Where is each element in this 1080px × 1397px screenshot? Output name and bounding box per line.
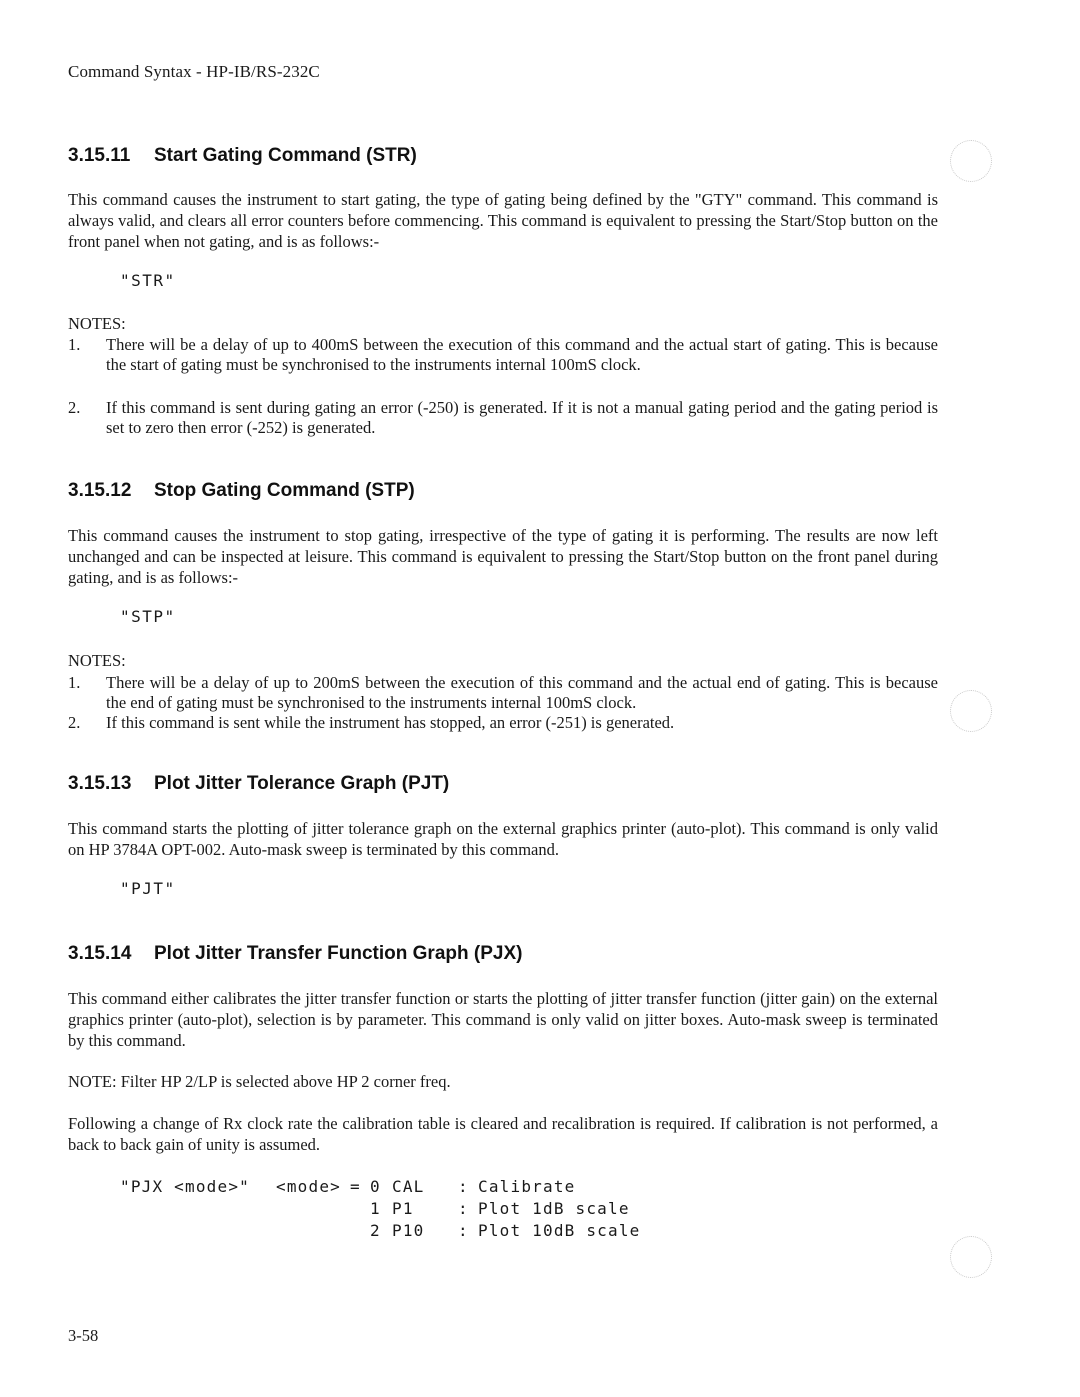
notes-label: NOTES: — [68, 651, 126, 670]
section-title: Stop Gating Command (STP) — [154, 480, 415, 501]
section-heading-pjt — [68, 773, 449, 795]
mode-desc: Calibrate — [478, 1177, 576, 1196]
mode-value: 2 — [370, 1221, 381, 1240]
mode-code: P1 — [392, 1199, 414, 1218]
section-title: Start Gating Command (STR) — [154, 145, 417, 166]
note-text: There will be a delay of up to 200mS between the execution of this command and the actual end of gating. This is because the end of gating must be synchronised to the instruments internal 100mS clock. — [106, 673, 938, 712]
command-syntax-stp: "STP" — [120, 607, 176, 626]
pjx-mode-table — [120, 1177, 641, 1243]
note-number: 2. — [68, 398, 81, 417]
note-text: If this command is sent while the instrument has stopped, an error (-251) is generated. — [106, 713, 675, 732]
mode-equals: = — [350, 1177, 361, 1196]
section-body-pjt: This command starts the plotting of jitter tolerance graph on the external graphics printer (auto-plot). This command is only valid on HP 3784A OPT-002. Auto-mask sweep is terminated by this command. — [68, 819, 938, 859]
binder-hole-mark — [950, 140, 992, 182]
section-title: Plot Jitter Transfer Function Graph (PJX) — [154, 943, 523, 964]
mode-code: P10 — [392, 1221, 425, 1240]
binder-hole-mark — [950, 690, 992, 732]
mode-value: 1 — [370, 1199, 381, 1218]
running-header: Command Syntax - HP-IB/RS-232C — [68, 62, 320, 81]
mode-colon: : — [458, 1177, 469, 1196]
mode-desc: Plot 10dB scale — [478, 1221, 641, 1240]
section-body-stp: This command causes the instrument to stop gating, irrespective of the type of gating it is performing. The results are now left unchanged and can be inspected at leisure. This command is equivalent to pressing the Start/Stop button on the front panel during gating, and is as follows:- — [68, 526, 938, 587]
mode-colon: : — [458, 1221, 469, 1240]
section-body-str: This command causes the instrument to start gating, the type of gating being defined by the "GTY" command. This command is always valid, and clears all error counters before commencing. This command is equivalent to pressing the Start/Stop button on the front panel when not gating, and is as follows:- — [68, 190, 938, 251]
section-body2-pjx: Following a change of Rx clock rate the calibration table is cleared and recalibration is required. If calibration is not performed, a back to back gain of unity is assumed. — [68, 1114, 938, 1154]
note-text: If this command is sent during gating an error (-250) is generated. If it is not a manual gating period and the gating period is set to zero then error (-252) is generated. — [106, 398, 938, 437]
mode-command: "PJX <mode>" — [120, 1177, 250, 1196]
mode-row — [120, 1199, 630, 1221]
mode-colon: : — [458, 1199, 469, 1218]
mode-param: <mode> — [276, 1177, 341, 1196]
binder-hole-mark — [950, 1236, 992, 1278]
section-number: 3.15.13 — [68, 773, 132, 794]
command-syntax-str: "STR" — [120, 271, 176, 290]
command-syntax-pjt: "PJT" — [120, 879, 176, 898]
mode-code: CAL — [392, 1177, 425, 1196]
note-number: 1. — [68, 673, 81, 692]
section-number: 3.15.14 — [68, 943, 132, 964]
note-number: 1. — [68, 335, 81, 354]
page-number: 3-58 — [68, 1326, 99, 1345]
section-number: 3.15.11 — [68, 145, 131, 166]
mode-row — [120, 1221, 641, 1243]
section-heading-stp — [68, 480, 415, 502]
note-item — [68, 713, 938, 733]
mode-value: 0 — [370, 1177, 381, 1196]
note-item — [68, 335, 938, 375]
section-number: 3.15.12 — [68, 480, 132, 501]
mode-desc: Plot 1dB scale — [478, 1199, 630, 1218]
note-number: 2. — [68, 713, 81, 732]
notes-label: NOTES: — [68, 314, 126, 333]
section-title: Plot Jitter Tolerance Graph (PJT) — [154, 773, 450, 794]
note-item — [68, 398, 938, 438]
note-item — [68, 673, 938, 713]
section-note-pjx: NOTE: Filter HP 2/LP is selected above HP 2 corner freq. — [68, 1072, 451, 1091]
mode-row — [120, 1177, 576, 1199]
section-heading-pjx — [68, 943, 522, 965]
note-text: There will be a delay of up to 400mS between the execution of this command and the actual start of gating. This is because the start of gating must be synchronised to the instruments internal 100mS clock. — [106, 335, 938, 374]
section-heading-str — [68, 145, 417, 167]
section-body-pjx: This command either calibrates the jitter transfer function or starts the plotting of jitter transfer function (jitter gain) on the external graphics printer (auto-plot), selection is by parameter. This command is only valid on jitter boxes. Auto-mask sweep is terminated by this command. — [68, 989, 938, 1050]
